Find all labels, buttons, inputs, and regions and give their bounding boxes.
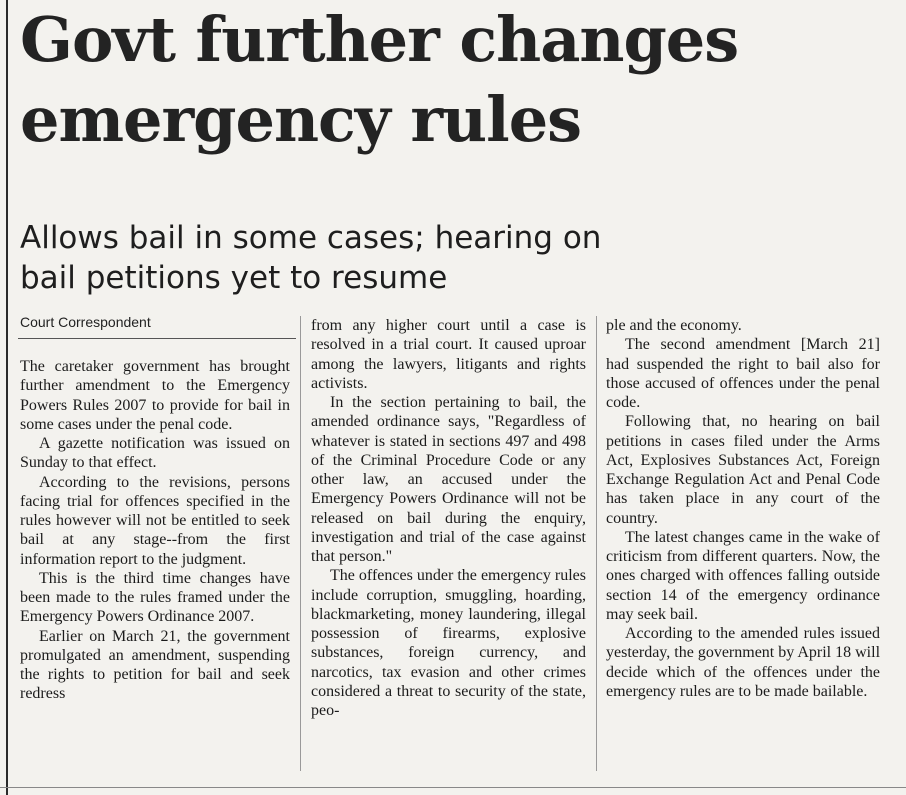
paragraph: This is the third time changes have been made to the rules framed under the Emergency Powers Ordinance 2007. [20, 569, 290, 626]
byline-rule [18, 338, 296, 339]
paragraph: The latest changes came in the wake of criticism from different quarters. Now, the ones charged with offences falling outside section 14 of the emergency ordinance may seek bail. [606, 528, 880, 623]
paragraph: A gazette notification was issued on Sunday to that effect. [20, 435, 290, 472]
headline-line-1: Govt further changes [20, 3, 739, 76]
paragraph: The caretaker government has brought further amendment to the Emergency Powers Rules 2007 to provide for bail in some cases under the penal code. [20, 358, 290, 433]
body-column-3 [606, 316, 880, 701]
bottom-rule [0, 787, 906, 788]
subheadline [20, 218, 720, 298]
left-column-rule [6, 0, 8, 795]
paragraph: In the section pertaining to bail, the amended ordinance says, "Regardless of whatever is stated in sections 497 and 498 of the Criminal Procedure Code or any other law, an accused under the Emergency Powers Ordinance will not be released on bail during the enquiry, investigation and trial of the case against that person." [311, 394, 586, 565]
paragraph: The second amendment [March 21] had suspended the right to bail also for those accused of offences under the penal code. [606, 336, 880, 411]
column-divider-2 [596, 316, 597, 771]
body-column-1 [20, 357, 290, 704]
body-column-2 [311, 316, 586, 720]
paragraph: According to the revisions, persons facing trial for offences specified in the rules however will not be entitled to seek bail at any stage--from the first information report to the judgment. [20, 473, 290, 568]
column-divider-1 [300, 316, 301, 771]
paragraph: ple and the economy. [606, 317, 742, 334]
paragraph: Following that, no hearing on bail petitions in cases filed under the Arms Act, Explosives Substances Act, Foreign Exchange Regulation Act and Penal Code has taken place in any court of the country. [606, 413, 880, 527]
paragraph: Earlier on March 21, the government promulgated an amendment, suspending the rights to petition for bail and seek redress [20, 627, 290, 703]
paragraph: The offences under the emergency rules include corruption, smuggling, hoarding, blackmarketing, money laundering, illegal possession of firearms, explosive substances, foreign currency, and narcotics, tax evasion and other crimes considered a threat to security of the state, peo- [311, 567, 586, 719]
subheadline-line-2: bail petitions yet to resume [20, 260, 448, 296]
paragraph: from any higher court until a case is resolved in a trial court. It caused uproar among the lawyers, litigants and rights activists. [311, 317, 586, 392]
headline-line-2: emergency rules [20, 83, 582, 156]
byline: Court Correspondent [20, 314, 151, 330]
paragraph: According to the amended rules issued yesterday, the government by April 18 will decide which of the offences under the emergency rules are to be made bailable. [606, 625, 881, 700]
headline [20, 0, 880, 160]
subheadline-line-1: Allows bail in some cases; hearing on [20, 220, 602, 256]
